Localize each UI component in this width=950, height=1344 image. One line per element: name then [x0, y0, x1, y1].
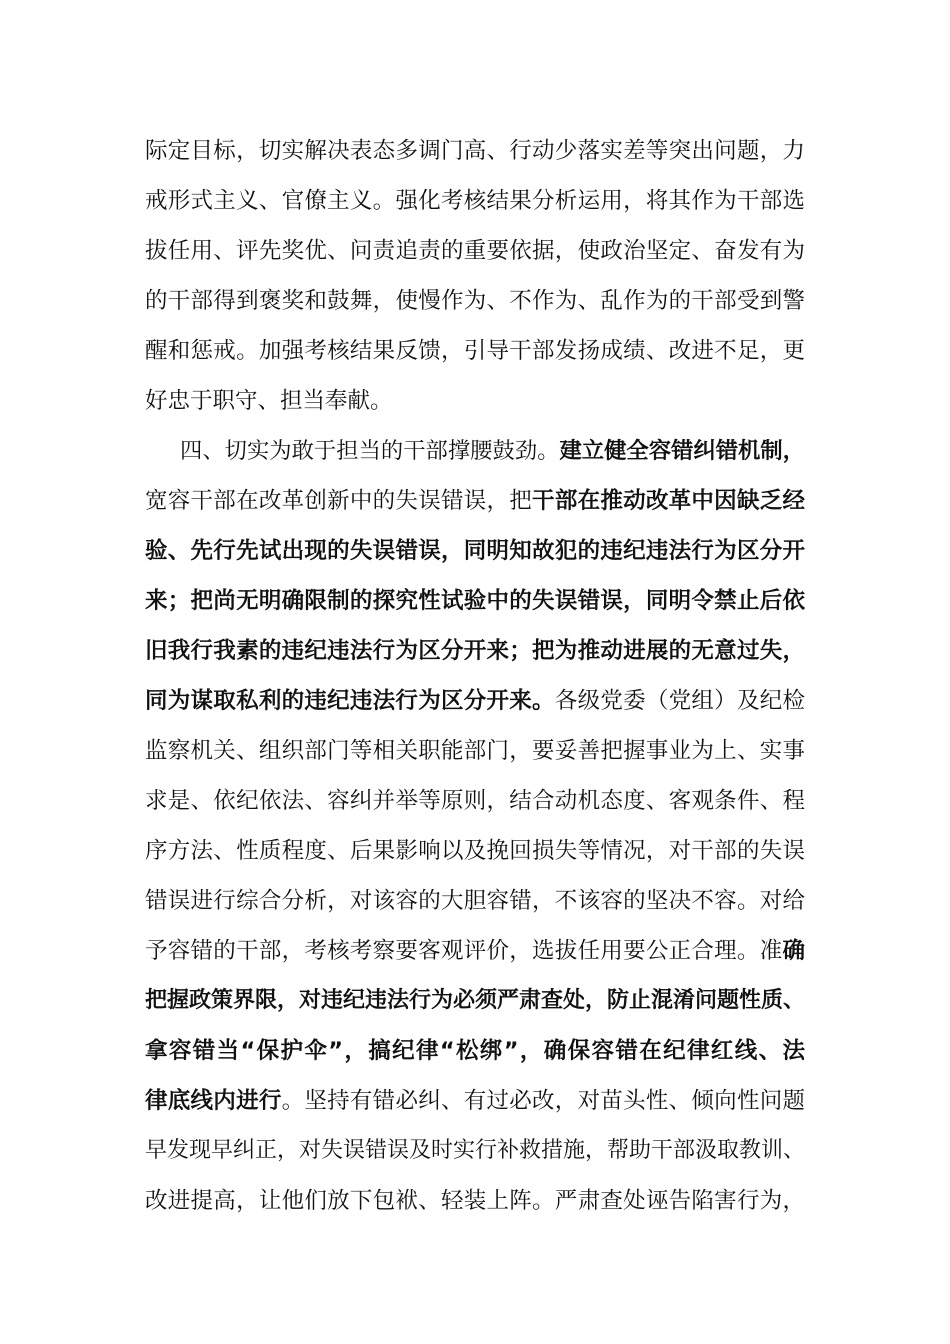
text-line	[145, 834, 805, 868]
text-line	[145, 284, 805, 318]
text-line	[145, 1184, 805, 1218]
text-run: 各级党委（党组）及纪检	[554, 688, 805, 714]
bold-text-run: 旧我行我素的违纪违法行为区分开来；把为推动进展的无意过失，	[145, 638, 805, 664]
text-run: 错误进行综合分析，对该容的大胆容错，不该容的坚决不容。对给	[145, 888, 805, 914]
text-run: 的干部得到褒奖和鼓舞，使慢作为、不作为、乱作为的干部受到警	[145, 288, 805, 314]
paragraph-heading-line	[180, 434, 805, 468]
text-line	[145, 1084, 805, 1118]
text-run: 求是、依纪依法、容纠并举等原则，结合动机态度、客观条件、程	[145, 788, 805, 814]
bold-text-run: 干部在推动改革中因缺乏经	[532, 488, 805, 514]
text-line	[145, 934, 805, 968]
text-line	[145, 1134, 805, 1168]
text-run: 予容错的干部，考核考察要客观评价，选拔任用要公正合理。准	[145, 938, 783, 964]
bold-text-run: 律底线内进行	[145, 1088, 282, 1114]
text-line	[145, 884, 805, 918]
text-run: 四、切实为敢于担当的干部撑腰鼓劲。	[180, 438, 560, 464]
text-line	[145, 634, 805, 668]
text-line	[145, 334, 805, 368]
bold-text-run: 验、先行先试出现的失误错误，同明知故犯的违纪违法行为区分开	[145, 538, 805, 564]
bold-text-run: 确	[782, 938, 805, 964]
text-run: 监察机关、组织部门等相关职能部门，要妥善把握事业为上、实事	[145, 738, 805, 764]
text-run: 早发现早纠正，对失误错误及时实行补救措施，帮助干部汲取教训、	[145, 1138, 806, 1163]
text-line	[145, 684, 805, 718]
text-run: 戒形式主义、官僚主义。强化考核结果分析运用，将其作为干部选	[145, 188, 805, 214]
text-line	[145, 234, 805, 268]
bold-text-run: 建立健全容错纠错机制，	[559, 438, 805, 464]
bold-text-run: 同为谋取私利的违纪违法行为区分开来。	[145, 688, 555, 714]
text-line	[145, 984, 805, 1018]
bold-text-run: 把握政策界限，对违纪违法行为必须严肃查处，防止混淆问题性质、	[145, 988, 806, 1013]
text-run: 际定目标，切实解决表态多调门高、行动少落实差等突出问题，力	[145, 138, 805, 164]
text-line	[145, 734, 805, 768]
text-line	[145, 384, 393, 418]
text-run: 。坚持有错必纠、有过必改，对苗头性、倾向性问题	[281, 1088, 805, 1114]
text-line	[145, 584, 805, 618]
text-run: 好忠于职守、担当奉献。	[145, 388, 393, 414]
text-run: 改进提高，让他们放下包袱、轻装上阵。严肃查处诬告陷害行为，	[145, 1188, 805, 1214]
text-line	[145, 134, 805, 168]
text-run: 序方法、性质程度、后果影响以及挽回损失等情况，对干部的失误	[145, 838, 805, 864]
text-line	[145, 784, 805, 818]
text-line	[145, 534, 805, 568]
text-line	[145, 1034, 805, 1068]
text-run: 拔任用、评先奖优、问责追责的重要依据，使政治坚定、奋发有为	[145, 238, 805, 264]
text-run: 醒和惩戒。加强考核结果反馈，引导干部发扬成绩、改进不足，更	[145, 338, 805, 364]
text-run: 宽容干部在改革创新中的失误错误，把	[145, 488, 533, 514]
bold-text-run: 来；把尚无明确限制的探究性试验中的失误错误，同明令禁止后依	[145, 588, 805, 614]
bold-text-run: 拿容错当“保护伞”，搞纪律“松绑”，确保容错在纪律红线、法	[145, 1038, 805, 1064]
text-line	[145, 184, 805, 218]
text-line	[145, 484, 805, 518]
